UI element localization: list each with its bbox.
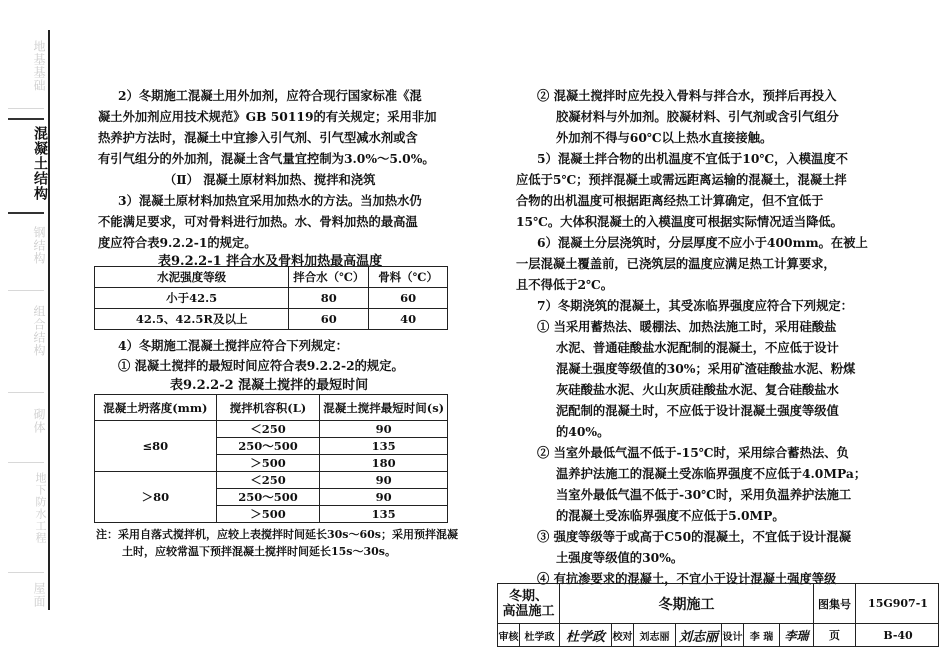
table-note: 注：采用自落式搅拌机，应较上表搅拌时间延长30s～60s；采用预拌混凝 [96,528,458,541]
sidebar-divider [8,462,44,463]
table-cell: ＞500 [216,506,320,523]
section-heading: （Ⅱ） 混凝土原材料加热、搅拌和浇筑 [164,172,376,187]
title-block [497,583,939,647]
mixing-time-table [94,394,448,523]
paragraph-line: ② 当室外最低气温不低于-15℃时，采用综合蓄热法、负 [537,445,849,460]
drawing-title: 冬期施工 [560,584,814,623]
table-caption: 表9.2.2-2 混凝土搅拌的最短时间 [170,378,369,393]
paragraph-line: 5）混凝土拌合物的出机温度不宜低于10℃，入模温度不 [537,151,848,166]
table-cell: 60 [369,288,448,309]
table-cell: 135 [320,438,448,455]
paragraph-line: ① 当采用蓄热法、暖棚法、加热法施工时，采用硅酸盐 [537,319,837,334]
page-label: 页 [814,624,856,646]
table-header: 水泥强度等级 [95,267,289,288]
table-row [95,288,448,309]
paragraph-line: 凝土外加剂应用技术规范》GB 50119的有关规定；采用非加 [98,109,437,124]
table-cell: 60 [289,309,369,330]
sidebar-item-foundation[interactable]: 地基基础 [32,40,46,92]
reviewer-name: 杜学政 [520,624,560,646]
sidebar-divider [8,212,44,214]
table-cell: ≤80 [95,421,217,472]
table-cell: 250～500 [216,438,320,455]
paragraph-line: ③ 强度等级等于或高于C50的混凝土，不宜低于设计混凝 [537,529,852,544]
paragraph-line: 且不得低于2℃。 [516,277,614,292]
paragraph-line: ① 混凝土搅拌的最短时间应符合表9.2.2-2的规定。 [118,358,404,373]
table-cell: 42.5、42.5R及以上 [95,309,289,330]
sidebar-divider [8,290,44,291]
sidebar-divider [8,108,44,109]
sidebar-divider [8,392,44,393]
check-label: 校对 [612,624,634,646]
designer-name: 李 瑞 [744,624,780,646]
paragraph-line: ② 混凝土搅拌时应先投入骨料与拌合水，预拌后再投入 [537,88,837,103]
heating-temperature-table [94,266,448,330]
table-header: 混凝土搅拌最短时间(s) [320,395,448,421]
paragraph-line: 灰硅酸盐水泥、火山灰质硅酸盐水泥、复合硅酸盐水 [556,382,839,397]
category-line: 冬期、 [508,588,548,604]
paragraph-line: 7）冬期浇筑的混凝土，其受冻临界强度应符合下列规定： [537,298,853,313]
paragraph-line: 合物的出机温度可根据距离经热工计算确定，但不宜低于 [516,193,824,208]
table-cell: 250～500 [216,489,320,506]
category-line: 高温施工 [502,603,555,619]
paragraph-line: 6）混凝土分层浇筑时，分层厚度不应小于400mm。在被上 [537,235,868,250]
table-row [95,309,448,330]
paragraph-line: 热养护方法时，混凝土中宜掺入引气剂、引气型减水剂或含 [98,130,418,145]
paragraph-line: 2）冬期施工混凝土用外加剂，应符合现行国家标准《混 [118,88,422,103]
sidebar-item-composite[interactable]: 组合结构 [32,305,46,357]
paragraph-line: 有引气组分的外加剂，混凝土含气量宜控制为3.0%～5.0%。 [98,151,435,166]
checker-name: 刘志丽 [634,624,676,646]
table-cell: 90 [320,472,448,489]
sidebar-item-concrete[interactable]: 混凝土结构 [32,126,48,201]
table-cell: ＜250 [216,472,320,489]
table-cell: 90 [320,489,448,506]
paragraph-line: 外加剂不得与60℃以上热水直接接触。 [556,130,773,145]
table-note: 土时，应较常温下预拌混凝土搅拌时间延长15s～30s。 [122,545,396,558]
paragraph-line: 当室外最低气温不低于-30℃时，采用负温养护法施工 [556,487,852,502]
checker-signature: 刘志丽 [676,624,722,646]
table-header: 搅拌机容积(L) [216,395,320,421]
table-header: 骨料（℃） [369,267,448,288]
sidebar-item-waterproof[interactable]: 地下防水工程 [34,472,47,544]
sidebar-border [48,30,50,610]
table-cell: 135 [320,506,448,523]
table-row [95,472,448,489]
sidebar [0,0,48,672]
table-cell: 40 [369,309,448,330]
table-cell: 小于42.5 [95,288,289,309]
design-label: 设计 [722,624,744,646]
table-cell: 90 [320,421,448,438]
table-cell: ＜250 [216,421,320,438]
table-cell: 80 [289,288,369,309]
paragraph-line: 的混凝土受冻临界强度不应低于5.0MP。 [556,508,785,523]
table-cell: 180 [320,455,448,472]
paragraph-line: 水泥、普通硅酸盐水泥配制的混凝土，不应低于设计 [556,340,839,355]
paragraph-line: 度应符合表9.2.2-1的规定。 [98,235,257,250]
paragraph-line: 一层混凝土覆盖前，已浇筑层的温度应满足热工计算要求， [516,256,836,271]
table-header: 混凝土坍落度(mm) [95,395,217,421]
atlas-label: 图集号 [814,584,856,623]
paragraph-line: 15℃。大体积混凝土的入模温度可根据实际情况适当降低。 [516,214,843,229]
designer-signature: 李瑞 [780,624,814,646]
sidebar-divider [8,572,44,573]
table-header: 拌合水（℃） [289,267,369,288]
category-cell [498,584,560,623]
sidebar-divider [8,118,44,120]
sidebar-item-roof[interactable]: 屋面 [32,582,46,608]
paragraph-line: 的40%。 [556,424,610,439]
table-caption: 表9.2.2-1 拌合水及骨料加热最高温度 [158,254,383,269]
table-cell: ＞80 [95,472,217,523]
sidebar-item-masonry[interactable]: 砌体 [32,408,46,434]
paragraph-line: 不能满足要求，可对骨料进行加热。水、骨料加热的最高温 [98,214,418,229]
table-cell: ＞500 [216,455,320,472]
page-number: B-40 [883,628,913,642]
reviewer-signature: 杜学政 [560,624,612,646]
review-label: 审核 [498,624,520,646]
paragraph-line: 3）混凝土原材料加热宜采用加热水的方法。当加热水仍 [118,193,422,208]
paragraph-line: 混凝土强度等级值的30%；采用矿渣硅酸盐水泥、粉煤 [556,361,856,376]
table-row [95,421,448,438]
paragraph-line: 胶凝材料与外加剂。胶凝材料、引气剂或含引气组分 [556,109,839,124]
paragraph-line: 泥配制的混凝土时，不应低于设计混凝土强度等级值 [556,403,839,418]
paragraph-line: 土强度等级值的30%。 [556,550,684,565]
paragraph-line: ④ 有抗渗要求的混凝土，不宜小于设计混凝土强度等级 [537,571,837,586]
sidebar-item-steel[interactable]: 钢结构 [32,226,46,265]
atlas-number: 15G907-1 [868,597,928,610]
paragraph-line: 4）冬期施工混凝土搅拌应符合下列规定： [118,338,348,353]
paragraph-line: 温养护法施工的混凝土受冻临界强度不应低于4.0MPa； [556,466,867,481]
paragraph-line: 应低于5℃；预拌混凝土或需远距离运输的混凝土，混凝土拌 [516,172,847,187]
